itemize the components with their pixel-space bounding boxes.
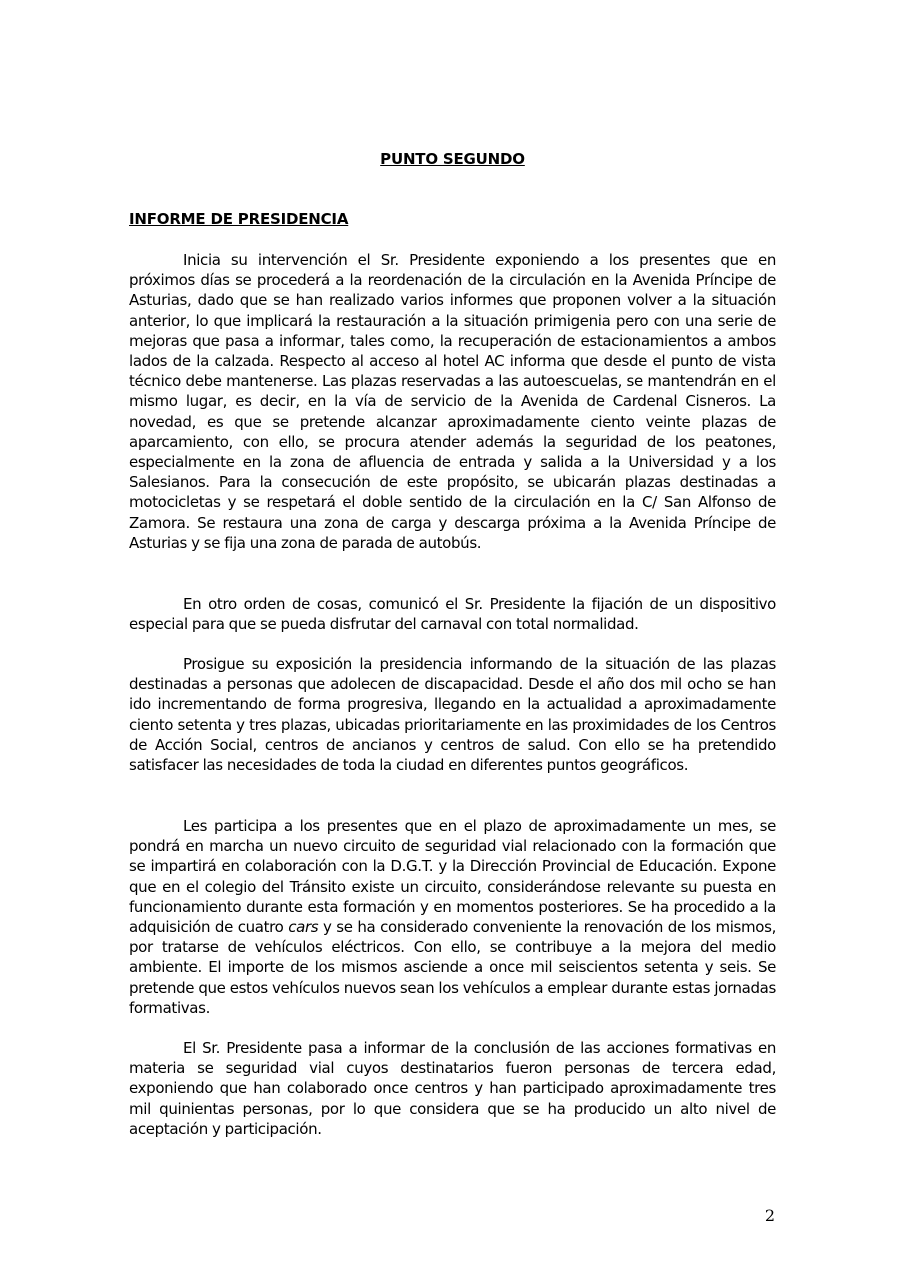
paragraph-circuito-seguridad-vial [129, 816, 776, 1018]
paragraph-carnaval [129, 594, 776, 634]
paragraph-text: Prosigue su exposición la presidencia informando de la situación de las plazas destinadas a personas que adolecen de discapacidad. Desde el año dos mil ocho se han ido incrementando de forma progresiva, llegando en la actualidad a aproximadamente ciento setenta y tres plazas, ubicadas prioritariamente en las proximidades de los Centros de Acción Social, centros de ancianos y centros de salud. Con ello se ha pretendido satisfacer las necesidades de toda la ciudad en diferentes puntos geográficos. [129, 655, 776, 775]
paragraph-text: Inicia su intervención el Sr. Presidente exponiendo a los presentes que en próximos días se procederá a la reordenación de la circulación en la Avenida Príncipe de Asturias, dado que se han realizado varios informes que proponen volver a la situación anterior, lo que implicará la restauración a la situación primigenia pero con una serie de mejoras que pasa a informar, tales como, la recuperación de estacionamientos a ambos lados de la calzada. Respecto al acceso al hotel AC informa que desde el punto de vista técnico debe mantenerse. Las plazas reservadas a las autoescuelas, se mantendrán en el mismo lugar, es decir, en la vía de servicio de la Avenida de Cardenal Cisneros. La novedad, es que se pretende alcanzar aproximadamente ciento veinte plazas de aparcamiento, con ello, se procura atender además la seguridad de los peatones, especialmente en la zona de afluencia de entrada y salida a la Universidad y a los Salesianos. Para la consecución de este propósito, se ubicarán plazas destinadas a motocicletas y se respetará el doble sentido de la circulación en la C/ San Alfonso de Zamora. Se restaura una zona de carga y descarga próxima a la Avenida Príncipe de Asturias y se fija una zona de parada de autobús. [129, 251, 776, 552]
paragraph-reordenacion [129, 250, 776, 553]
paragraph-discapacidad [129, 654, 776, 775]
paragraph-text-part: Les participa a los presentes que en el plazo de aproximadamente un mes, se pondrá en marcha un nuevo circuito de seguridad vial relacionado con la formación que se impartirá en colaboración con la D.G.T. y la Dirección Provincial de Educación. Expone que en el colegio del Tránsito existe un circuito, considerándose relevante su puesta en funcionamiento durante esta formación y en momentos posteriores. Se ha procedido a la adquisición de cuatro [129, 817, 776, 937]
paragraph-text-part: y se ha considerado conveniente la renovación de los mismos, por tratarse de vehículos eléctricos. Con ello, se contribuye a la mejora del medio ambiente. El importe de los mismos asciende a once mil seiscientos setenta y seis. Se pretende que estos vehículos nuevos sean los vehículos a emplear durante estas jornadas formativas. [129, 918, 776, 1017]
section-title: INFORME DE PRESIDENCIA [129, 210, 349, 228]
page-number: 2 [764, 1206, 775, 1225]
paragraph-text: En otro orden de cosas, comunicó el Sr. Presidente la fijación de un dispositivo especial para que se pueda disfrutar del carnaval con total normalidad. [129, 595, 776, 634]
document-heading: PUNTO SEGUNDO [380, 150, 525, 168]
paragraph-acciones-formativas [129, 1038, 776, 1139]
paragraph-italic-word: cars [288, 918, 319, 937]
paragraph-text [129, 816, 776, 1018]
paragraph-text: El Sr. Presidente pasa a informar de la conclusión de las acciones formativas en materia se seguridad vial cuyos destinatarios fueron personas de tercera edad, exponiendo que han colaborado once centros y han participado aproximadamente tres mil quinientas personas, por lo que considera que se ha producido un alto nivel de aceptación y participación. [129, 1039, 776, 1138]
